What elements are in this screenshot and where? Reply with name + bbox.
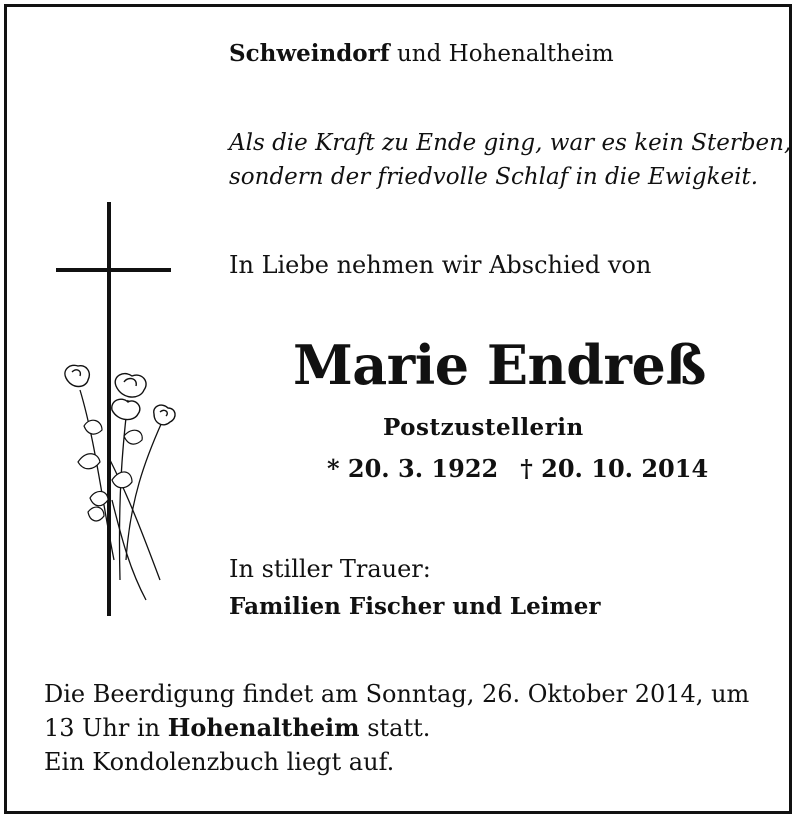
verse-line-1: Als die Kraft zu Ende ging, war es kein Sterben, bbox=[229, 130, 792, 156]
place-line bbox=[229, 40, 614, 68]
birth-date: * 20. 3. 1922 bbox=[327, 454, 499, 483]
funeral-line-2-pre: 13 Uhr in bbox=[44, 714, 168, 742]
cross-with-roses-icon bbox=[50, 200, 180, 620]
deceased-name: Marie Endreß bbox=[293, 333, 706, 397]
funeral-line-2 bbox=[44, 714, 430, 742]
life-dates bbox=[327, 455, 708, 483]
mourners-label: In stiller Trauer: bbox=[229, 555, 431, 583]
intro-text: In Liebe nehmen wir Abschied von bbox=[229, 251, 652, 279]
death-date: † 20. 10. 2014 bbox=[520, 454, 709, 483]
place-rest: und Hohenaltheim bbox=[389, 41, 614, 67]
funeral-line-2-post: statt. bbox=[359, 714, 431, 742]
deceased-occupation: Postzustellerin bbox=[383, 414, 584, 441]
place-bold: Schweindorf bbox=[229, 40, 390, 67]
funeral-place: Hohenaltheim bbox=[167, 713, 360, 742]
funeral-line-3: Ein Kondolenzbuch liegt auf. bbox=[44, 748, 395, 776]
mourners-names: Familien Fischer und Leimer bbox=[229, 593, 601, 620]
verse-line-2: sondern der friedvolle Schlaf in die Ewigkeit. bbox=[229, 164, 759, 190]
funeral-line-1: Die Beerdigung findet am Sonntag, 26. Oktober 2014, um bbox=[44, 680, 750, 708]
